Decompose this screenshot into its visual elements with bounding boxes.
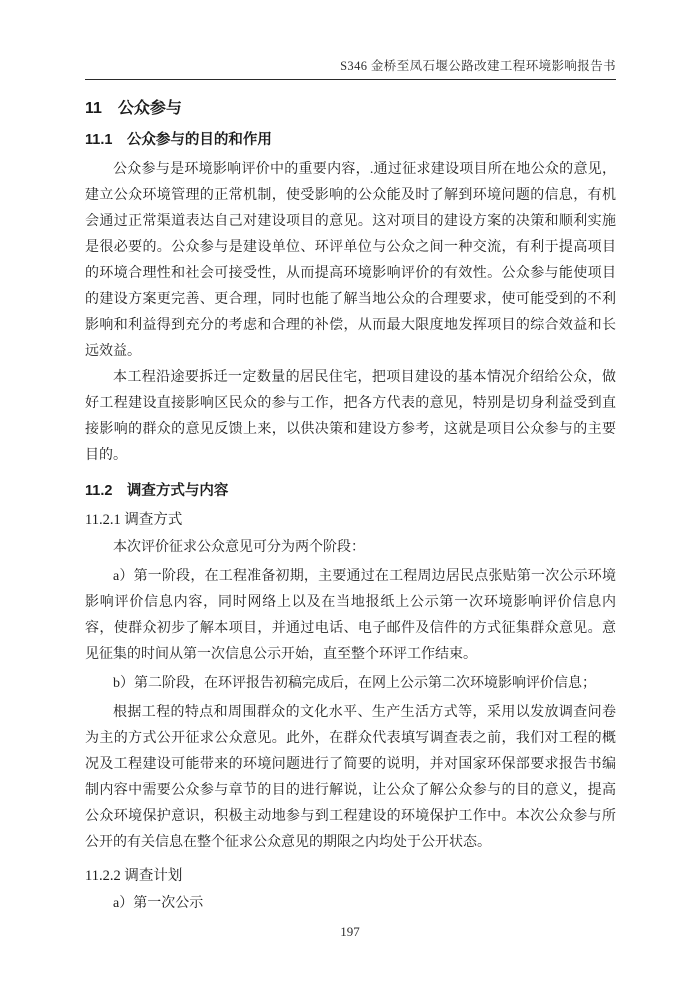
paragraph-stage-a: a）第一阶段，在工程准备初期，主要通过在工程周边居民点张贴第一次公示环境影响评价信息内容，同时网络上以及在当地报纸上公示第一次环境影响评价信息内容，使群众初步了解本项目，并通过电话、电子邮件及信件的方式征集群众意见。意见征集的时间从第一次信息公示开始，直至整个环评工作结束。 xyxy=(85,569,616,662)
paragraph-two-stages-intro: 本次评价征求公众意见可分为两个阶段： xyxy=(113,540,365,555)
paragraph-survey-method: 根据工程的特点和周围群众的文化水平、生产生活方式等，采用以发放调查问卷为主的方式公开征求公众意见。此外，在群众代表填写调查表之前，我们对工程的概况及工程建设可能带来的环境问题进行了简要的说明，并对国家环保部要求报告书编制内容中需要公众参与章节的目的进行解说，让公众了解公众参与的目的意义，提高公众环境保护意识，积极主动地参与到工程建设的环境保护工作中。本次公众参与所公开的有关信息在整个征求公众意见的期限之内均处于公开状态。 xyxy=(85,705,616,850)
heading-11-2-2: 11.2.2 调查计划 xyxy=(85,868,183,884)
page-number: 197 xyxy=(340,924,360,939)
heading-chapter-11: 11 公众参与 xyxy=(85,100,182,117)
heading-11-2: 11.2 调查方式与内容 xyxy=(85,483,229,499)
paragraph-purpose-2: 本工程沿途要拆迁一定数量的居民住宅，把项目建设的基本情况介绍给公众，做好工程建设直接影响区民众的参与工作，把各方代表的意见，特别是切身利益受到直接影响的群众的意见反馈上来，以供决策和建设方参考，这就是项目公众参与的主要目的。 xyxy=(85,370,616,463)
page-content xyxy=(85,56,616,917)
running-header xyxy=(85,56,616,80)
paragraph-first-publicity: a）第一次公示 xyxy=(113,896,204,911)
heading-11-1: 11.1 公众参与的目的和作用 xyxy=(85,132,272,148)
heading-11-2-1: 11.2.1 调查方式 xyxy=(85,512,183,528)
report-title: S346 金桥至凤石堰公路改建工程环境影响报告书 xyxy=(340,59,616,73)
paragraph-stage-b: b）第二阶段，在环评报告初稿完成后，在网上公示第二次环境影响评价信息； xyxy=(113,676,596,691)
paragraph-purpose-1: 公众参与是环境影响评价中的重要内容，.通过征求建设项目所在地公众的意见，建立公众环境管理的正常机制，使受影响的公众能及时了解到环境问题的信息，有机会通过正常渠道表达自己对建设项目的意见。这对项目的建设方案的决策和顺利实施是很必要的。公众参与是建设单位、环评单位与公众之间一种交流，有利于提高项目的环境合理性和社会可接受性，从而提高环境影响评价的有效性。公众参与能使项目的建设方案更完善、更合理，同时也能了解当地公众的合理要求，使可能受到的不利影响和利益得到充分的考虑和合理的补偿，从而最大限度地发挥项目的综合效益和长远效益。 xyxy=(85,162,616,359)
